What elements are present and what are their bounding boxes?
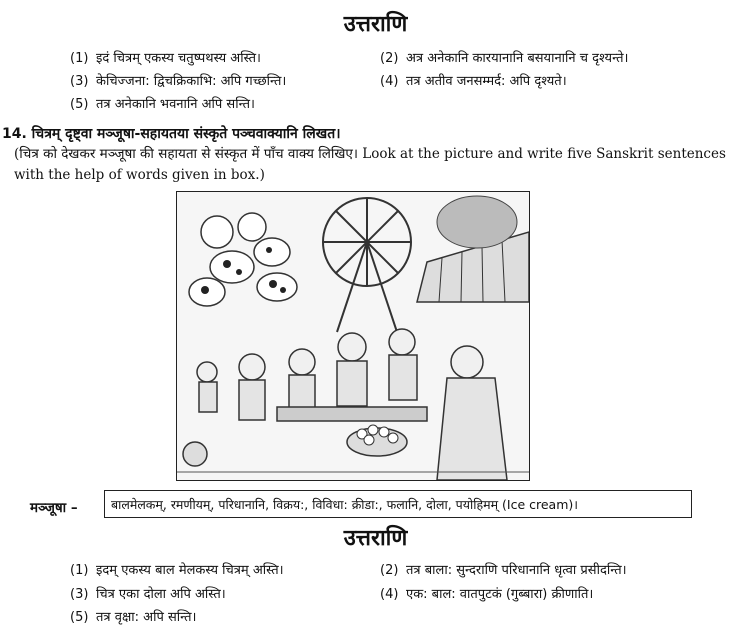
question-instruction: (चित्र को देखकर मञ्जूषा की सहायता से संस्कृत में पाँच वाक्य लिखिए। Look at the picture and write five Sanskrit sentences with the help of words given in box.)	[14, 146, 726, 183]
answers-heading-bottom: उत्तराणि	[343, 525, 408, 551]
question-title: 14. चित्रम् दृष्ट्वा मञ्जूषा-सहायतया संस्कृते पञ्चवाक्यानि लिखत।	[2, 126, 341, 142]
answer-item: (3) चित्र एका दोला अपि अस्ति।	[70, 587, 226, 602]
fair-illustration	[176, 191, 530, 481]
answer-item: (5) तत्र वृक्षा: अपि सन्ति।	[70, 610, 197, 625]
answers-heading-top: उत्तराणि	[343, 11, 408, 37]
manjusha-words: बालमेलकम्, रमणीयम्, परिधानानि, विक्रय:, विविधा: क्रीडा:, फलानि, दोला, पयोहिमम् (Ice cream)।	[111, 496, 579, 512]
manjusha-label: मञ्जूषा –	[30, 500, 78, 516]
manjusha-word-box	[104, 490, 692, 518]
answer-item: (3) केचिज्जना: द्विचक्रिकाभि: अपि गच्छन्ति।	[70, 74, 287, 89]
answer-item: (1) इदं चित्रम् एकस्य चतुष्पथस्य अस्ति।	[70, 51, 261, 66]
answer-item: (2) अत्र अनेकानि कारयानानि बसयानानि च दृश्यन्ते।	[380, 51, 629, 66]
answer-item: (1) इदम् एकस्य बाल मेलकस्य चित्रम् अस्ति।	[70, 563, 284, 578]
answer-item: (5) तत्र अनेकानि भवनानि अपि सन्ति।	[70, 97, 255, 112]
fair-scene-drawing	[177, 192, 529, 480]
answer-item: (4) तत्र अतीव जनसम्मर्द: अपि दृश्यते।	[380, 74, 567, 89]
answer-item: (4) एक: बाल: वातपुटकं (गुब्बारा) क्रीणाति।	[380, 587, 594, 602]
answer-item: (2) तत्र बाला: सुन्दराणि परिधानानि धृत्वा प्रसीदन्ति।	[380, 563, 627, 578]
